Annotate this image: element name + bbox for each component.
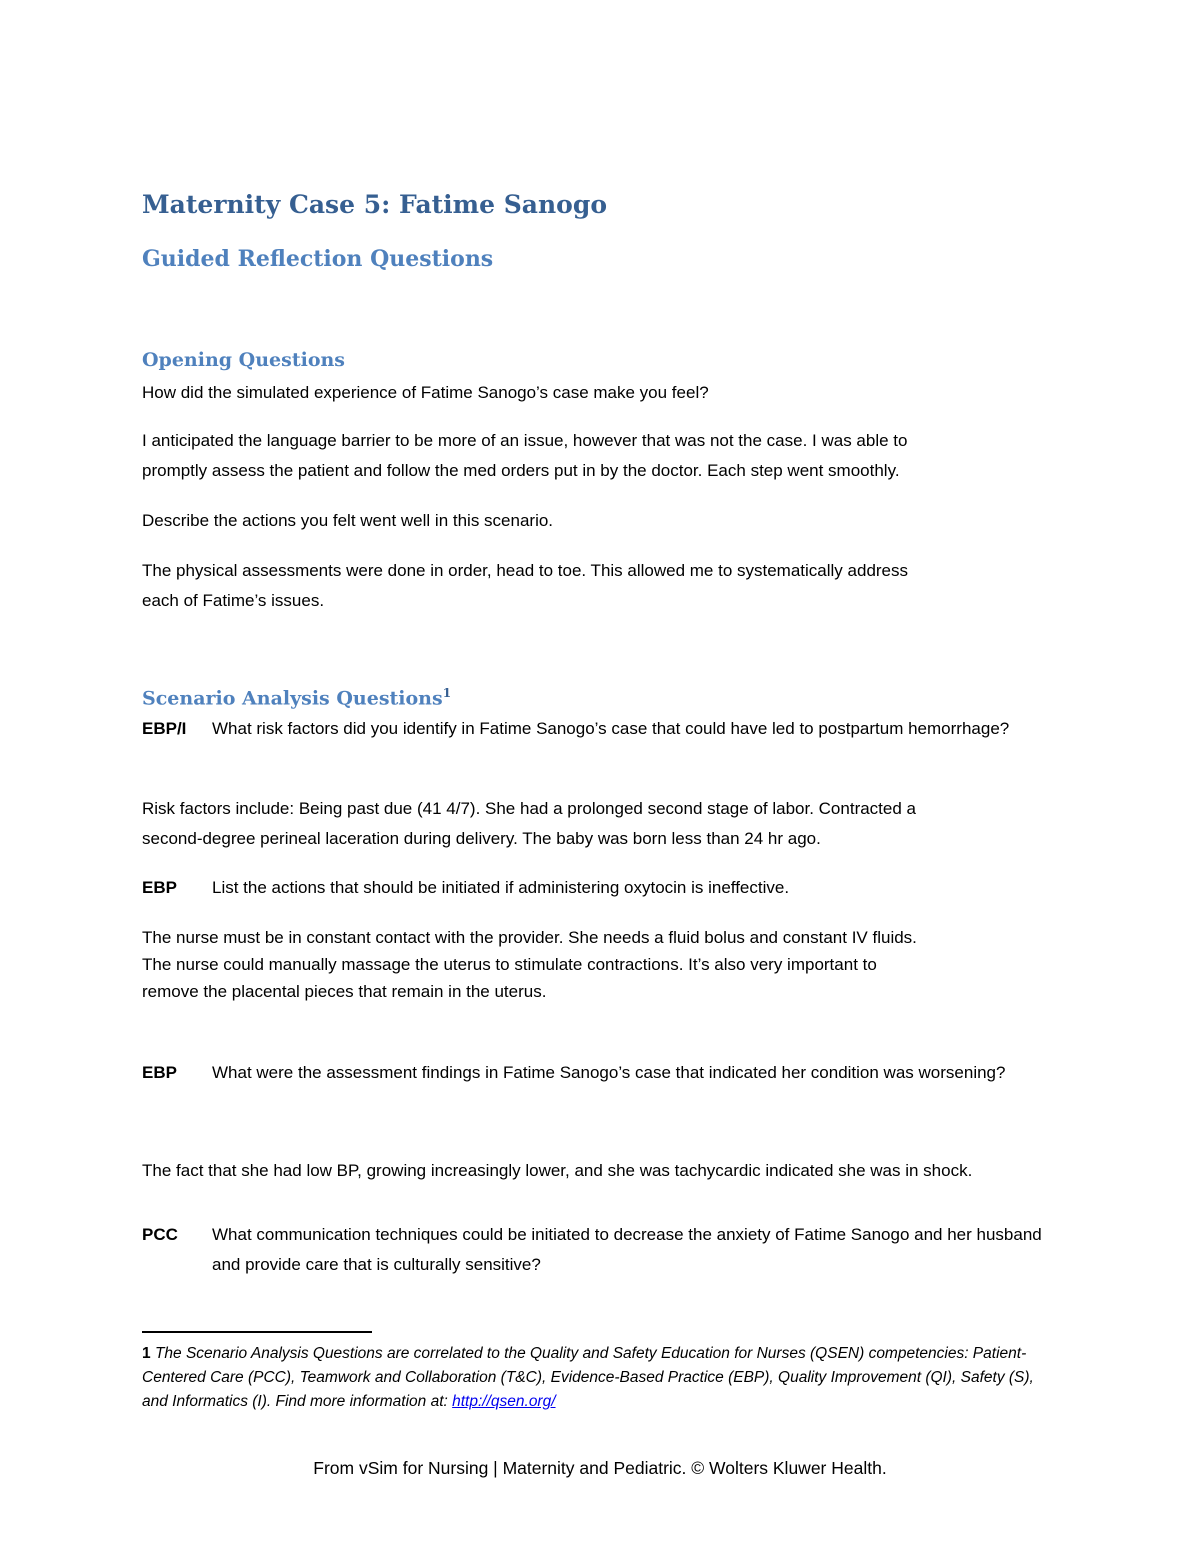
question-text: What communication techniques could be initiated to decrease the anxiety of Fatime Sanogo and her husband and provide care that is culturally sensitive? bbox=[212, 1225, 1042, 1274]
scenario-answer-2-line-3: remove the placental pieces that remain in the uterus. bbox=[142, 982, 547, 1001]
page-subtitle: Guided Reflection Questions bbox=[142, 246, 494, 272]
opening-question-2: Describe the actions you felt went well in this scenario. bbox=[142, 511, 554, 530]
footnote-text: The Scenario Analysis Questions are correlated to the Quality and Safety Education for Nurses (QSEN) competencies: Patient-Centered Care (PCC), Teamwork and Collaboration (T&C), Evidence-Based Practice (EBP), Quality Improvement (QI), Safety (S), and Informatics (I). Find more information at: bbox=[142, 1345, 1034, 1410]
footnote-marker[interactable]: 1 bbox=[442, 686, 452, 700]
footnote-divider bbox=[142, 1331, 372, 1333]
competency-code: EBP/I bbox=[142, 719, 187, 738]
footnote-number: 1 bbox=[142, 1345, 151, 1362]
page-footer: From vSim for Nursing | Maternity and Pediatric. © Wolters Kluwer Health. bbox=[313, 1458, 887, 1478]
opening-answer-2-line-2: each of Fatime’s issues. bbox=[142, 591, 325, 610]
opening-answer-1-line-1: I anticipated the language barrier to be more of an issue, however that was not the case. I was able to bbox=[142, 431, 908, 450]
scenario-answer-1-line-1: Risk factors include: Being past due (41 4/7). She had a prolonged second stage of labor. Contracted a bbox=[142, 799, 916, 818]
competency-code: EBP bbox=[142, 1063, 177, 1082]
question-text: What were the assessment findings in Fatime Sanogo’s case that indicated her condition was worsening? bbox=[212, 1063, 1006, 1082]
competency-code: EBP bbox=[142, 878, 177, 897]
opening-answer-2-line-1: The physical assessments were done in order, head to toe. This allowed me to systematically address bbox=[142, 561, 909, 580]
competency-code: PCC bbox=[142, 1225, 178, 1244]
opening-questions-heading: Opening Questions bbox=[142, 349, 345, 371]
question-text: List the actions that should be initiated if administering oxytocin is ineffective. bbox=[212, 878, 790, 897]
scenario-answer-2-line-2: The nurse could manually massage the uterus to stimulate contractions. It’s also very important to bbox=[142, 955, 877, 974]
opening-question-1: How did the simulated experience of Fatime Sanogo’s case make you feel? bbox=[142, 383, 709, 402]
qsen-link[interactable]: http://qsen.org/ bbox=[452, 1393, 556, 1410]
scenario-answer-3: The fact that she had low BP, growing increasingly lower, and she was tachycardic indicated she was in shock. bbox=[142, 1161, 973, 1180]
scenario-answer-1-line-2: second-degree perineal laceration during delivery. The baby was born less than 24 hr ago. bbox=[142, 829, 821, 848]
opening-answer-1-line-2: promptly assess the patient and follow the med orders put in by the doctor. Each step went smoothly. bbox=[142, 461, 900, 480]
scenario-analysis-heading bbox=[142, 686, 451, 709]
scenario-heading-text: Scenario Analysis Questions bbox=[142, 687, 443, 710]
scenario-answer-2-line-1: The nurse must be in constant contact with the provider. She needs a fluid bolus and constant IV fluids. bbox=[142, 928, 917, 947]
question-text: What risk factors did you identify in Fatime Sanogo’s case that could have led to postpartum hemorrhage? bbox=[212, 719, 1010, 738]
page-title: Maternity Case 5: Fatime Sanogo bbox=[142, 190, 608, 219]
footnote bbox=[142, 1342, 1042, 1414]
